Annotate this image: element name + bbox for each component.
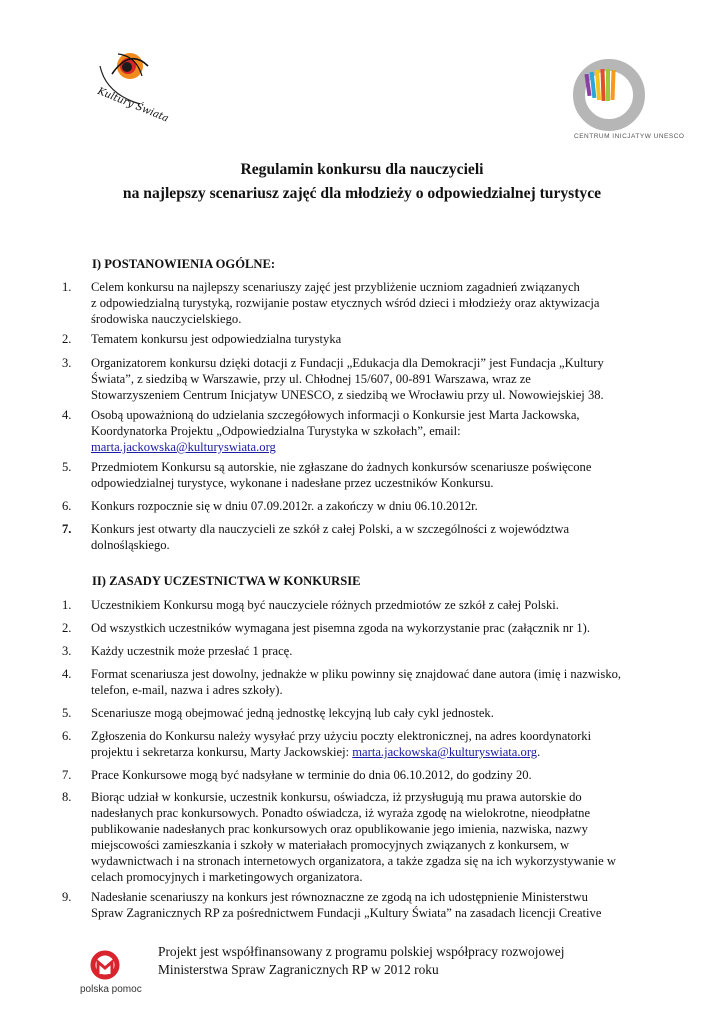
footer-funding-line1: Projekt jest współfinansowany z programu polskiej współpracy rozwojowej xyxy=(158,944,565,959)
item-number: 6. xyxy=(62,729,72,743)
item-line: Organizatorem konkursu dzięki dotacji z Fundacji „Edukacja dla Demokracji” jest Fundacja „Kultury xyxy=(91,356,604,370)
centrum-inicjatyw-unesco-logo-text: CENTRUM INICJATYW UNESCO xyxy=(574,133,685,140)
item-number: 5. xyxy=(62,460,72,474)
item-line: Zgłoszenia do Konkursu należy wysyłać przy użyciu poczty elektronicznej, na adres koordynatorki xyxy=(91,729,592,743)
item-number: 9. xyxy=(62,890,72,904)
submission-email-link[interactable]: marta.jackowska@kulturyswiata.org xyxy=(352,745,538,759)
item-line xyxy=(91,744,662,760)
item-number: 3. xyxy=(62,356,72,370)
item-line: Scenariusze mogą obejmować jedną jednostkę lekcyjną lub cały cykl jednostek. xyxy=(91,706,494,720)
item-line: Stowarzyszeniem Centrum Inicjatyw UNESCO, z siedzibą we Wrocławiu przy ul. Nowowiejskiej 38. xyxy=(91,388,604,402)
item-line-end: . xyxy=(537,745,541,759)
footer-funding-line2: Ministerstwa Spraw Zagranicznych RP w 2012 roku xyxy=(158,962,439,977)
item-line: środowiska nauczycielskiego. xyxy=(91,312,242,326)
item-line: celach promocyjnych i marketingowych organizatora. xyxy=(91,870,363,884)
document-title-line2: na najlepszy scenariusz zajęć dla młodzieży o odpowiedzialnej turystyce xyxy=(122,185,602,202)
item-line: Celem konkursu na najlepszy scenariuszy zajęć jest przybliżenie uczniom zagadnień związanych xyxy=(91,280,580,294)
section-heading-participation-rules: II) ZASADY UCZESTNICTWA W KONKURSIE xyxy=(92,574,361,588)
document-title-line1: Regulamin konkursu dla nauczycieli xyxy=(240,161,484,178)
item-line: Format scenariusza jest dowolny, jednakże w pliku powinny się znajdować dane autora (imię i nazwisko, xyxy=(91,667,622,681)
item-line: Konkurs jest otwarty dla nauczycieli ze szkół z całej Polski, a w szczególności z województwa xyxy=(91,522,570,536)
item-line: Spraw Zagranicznych RP za pośrednictwem Fundacji „Kultury Świata” na zasadach licencji Creative xyxy=(91,906,602,920)
item-line: wydawnictwach i na stronach internetowych organizatora, a także zgadza się na ich wykorzystywanie w xyxy=(91,854,616,868)
item-number: 2. xyxy=(62,332,72,346)
item-number: 1. xyxy=(62,598,72,612)
item-line: z odpowiedzialną turystyką, rozwijanie postaw etycznych wśród dzieci i młodzieży oraz aktywizacja xyxy=(91,296,600,310)
item-line: Biorąc udział w konkursie, uczestnik konkursu, oświadcza, iż przysługują mu prawa autorskie do xyxy=(91,790,582,804)
item-line: Świata”, z siedzibą w Warszawie, przy ul. Chłodnej 15/607, 00-891 Warszawa, wraz ze xyxy=(91,372,531,386)
item-line: telefon, e-mail, nazwa i adres szkoły). xyxy=(91,683,283,697)
item-line: odpowiedzialnej turystyce, wykonane i nadesłane przez uczestników Konkursu. xyxy=(91,476,494,490)
section-heading-general-provisions: I) POSTANOWIENIA OGÓLNE: xyxy=(92,257,276,271)
item-line: Każdy uczestnik może przesłać 1 pracę. xyxy=(91,644,293,658)
polska-pomoc-logo xyxy=(78,948,148,1000)
item-line: publikowanie nadesłanych prac konkursowych oraz opublikowanie jego imienia, nazwiska, nazwy xyxy=(91,822,588,836)
item-number: 8. xyxy=(62,790,72,804)
item-line: Nadesłanie scenariuszy na konkurs jest równoznaczne ze zgodą na ich udostępnienie Ministerstwu xyxy=(91,890,588,904)
item-number: 7. xyxy=(62,522,72,536)
item-number: 5. xyxy=(62,706,72,720)
item-number: 7. xyxy=(62,768,72,782)
item-line: Przedmiotem Konkursu są autorskie, nie zgłaszane do żadnych konkursów scenariusze poświęcone xyxy=(91,460,592,474)
item-number: 1. xyxy=(62,280,72,294)
item-line xyxy=(91,439,662,455)
coordinator-email-link[interactable]: marta.jackowska@kulturyswiata.org xyxy=(91,440,276,454)
item-number: 6. xyxy=(62,499,72,513)
kultury-swiata-logo-text: Kultury Świata xyxy=(95,86,171,125)
item-number: 3. xyxy=(62,644,72,658)
item-line: dolnośląskiego. xyxy=(91,538,170,552)
item-line: Osobą upoważnioną do udzielania szczegółowych informacji o Konkursie jest Marta Jackowska, xyxy=(91,408,580,422)
item-line: miejscowości zamieszkania i szkoły w materiałach promocyjnych związanych z konkursem, w xyxy=(91,838,570,852)
item-number: 2. xyxy=(62,621,72,635)
item-line: Od wszystkich uczestników wymagana jest pisemna zgoda na wykorzystanie prac (załącznik nr 1). xyxy=(91,621,591,635)
item-number: 4. xyxy=(62,408,72,422)
item-line: Konkurs rozpocznie się w dniu 07.09.2012r. a zakończy w dniu 06.10.2012r. xyxy=(91,499,478,513)
item-line: Koordynatorka Projektu „Odpowiedzialna Turystyka w szkołach”, email: xyxy=(91,424,461,438)
polska-pomoc-logo-text: polska pomoc xyxy=(80,984,142,995)
centrum-inicjatyw-unesco-logo xyxy=(564,50,654,140)
item-line: nadesłanych prac konkursowych. Ponadto oświadcza, iż wyraża zgodę na wielokrotne, nieodpłatne xyxy=(91,806,591,820)
item-line: Uczestnikiem Konkursu mogą być nauczyciele różnych przedmiotów ze szkół z całej Polski. xyxy=(91,598,559,612)
item-line-text: projektu i sekretarza konkursu, Marty Jackowskiej: xyxy=(91,745,353,759)
item-line: Tematem konkursu jest odpowiedzialna turystyka xyxy=(91,332,342,346)
item-number: 4. xyxy=(62,667,72,681)
item-line: Prace Konkursowe mogą być nadsyłane w terminie do dnia 06.10.2012, do godziny 20. xyxy=(91,768,532,782)
